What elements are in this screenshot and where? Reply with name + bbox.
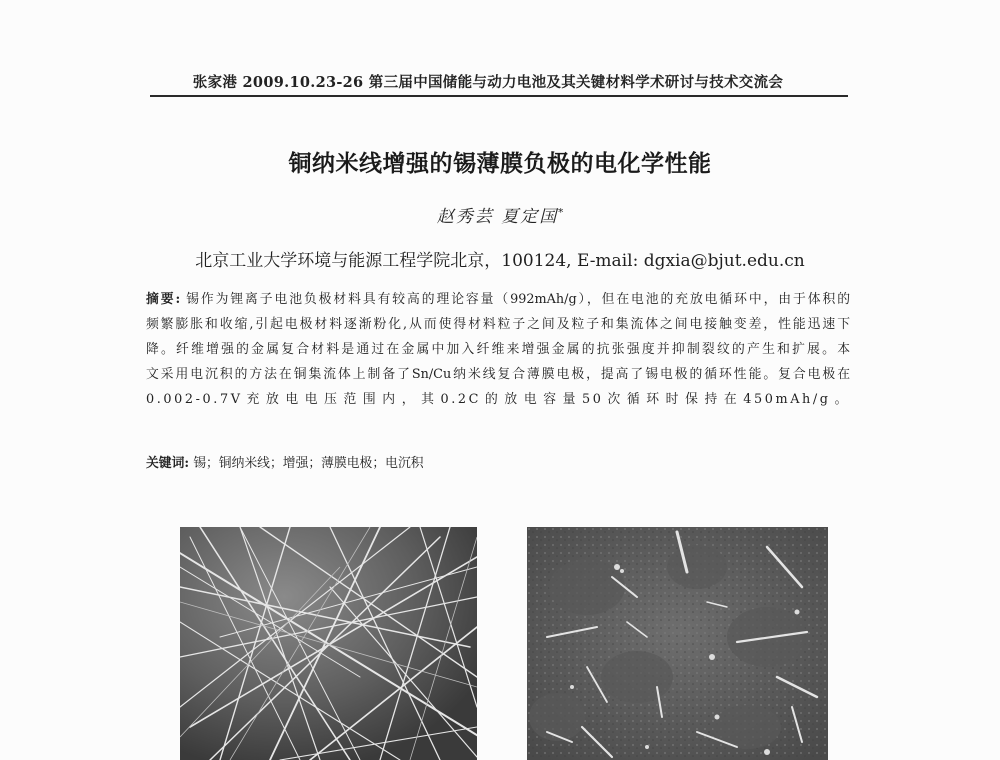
paper-title: 铜纳米线增强的锡薄膜负极的电化学性能 [288,151,712,177]
composite-film-sem-graphic [527,527,828,760]
keywords-label: 关键词: [146,456,190,471]
corresponding-author-mark: * [558,207,564,219]
nanowire-sem-graphic [180,527,477,760]
running-header: 张家港 2009.10.23-26 第三届中国储能与动力电池及其关键材料学术研讨与技术交流会 [192,74,784,91]
abstract-line: 频繁膨胀和收缩,引起电极材料逐渐粉化,从而使得材料粒子之间及粒子和集流体之间电接触变差，性能迅速下 [146,317,850,332]
abstract-label: 摘要: [146,292,181,307]
abstract-line: 文采用电沉积的方法在铜集流体上制备了Sn/Cu纳米线复合薄膜电极，提高了锡电极的循环性能。复合电极在 [146,367,850,382]
keywords-text: 锡；铜纳米线；增强；薄膜电极；电沉积 [189,456,424,471]
header-rule [150,95,848,97]
abstract-line: 降。纤维增强的金属复合材料是通过在金属中加入纤维来增强金属的抗张强度并抑制裂纹的产生和扩展。本 [146,342,850,357]
abstract-line [146,287,850,312]
authors [0,202,1000,227]
keywords [146,452,424,471]
nanowire-sem-image [180,527,477,760]
author-names: 赵秀芸 夏定国 [436,207,559,227]
abstract-line: 0.002-0.7V充放电电压范围内，其0.2C的放电容量50次循环时保持在450mAh/g。 [146,392,850,407]
abstract-line-text: 锡作为锂离子电池负极材料具有较高的理论容量（992mAh/g），但在电池的充放电循环中，由于体积的 [180,292,850,307]
affiliation: 北京工业大学环境与能源工程学院北京，100124, E-mail: dgxia@bjut.edu.cn [195,251,805,271]
abstract [146,287,850,412]
composite-film-sem-image [527,527,828,760]
